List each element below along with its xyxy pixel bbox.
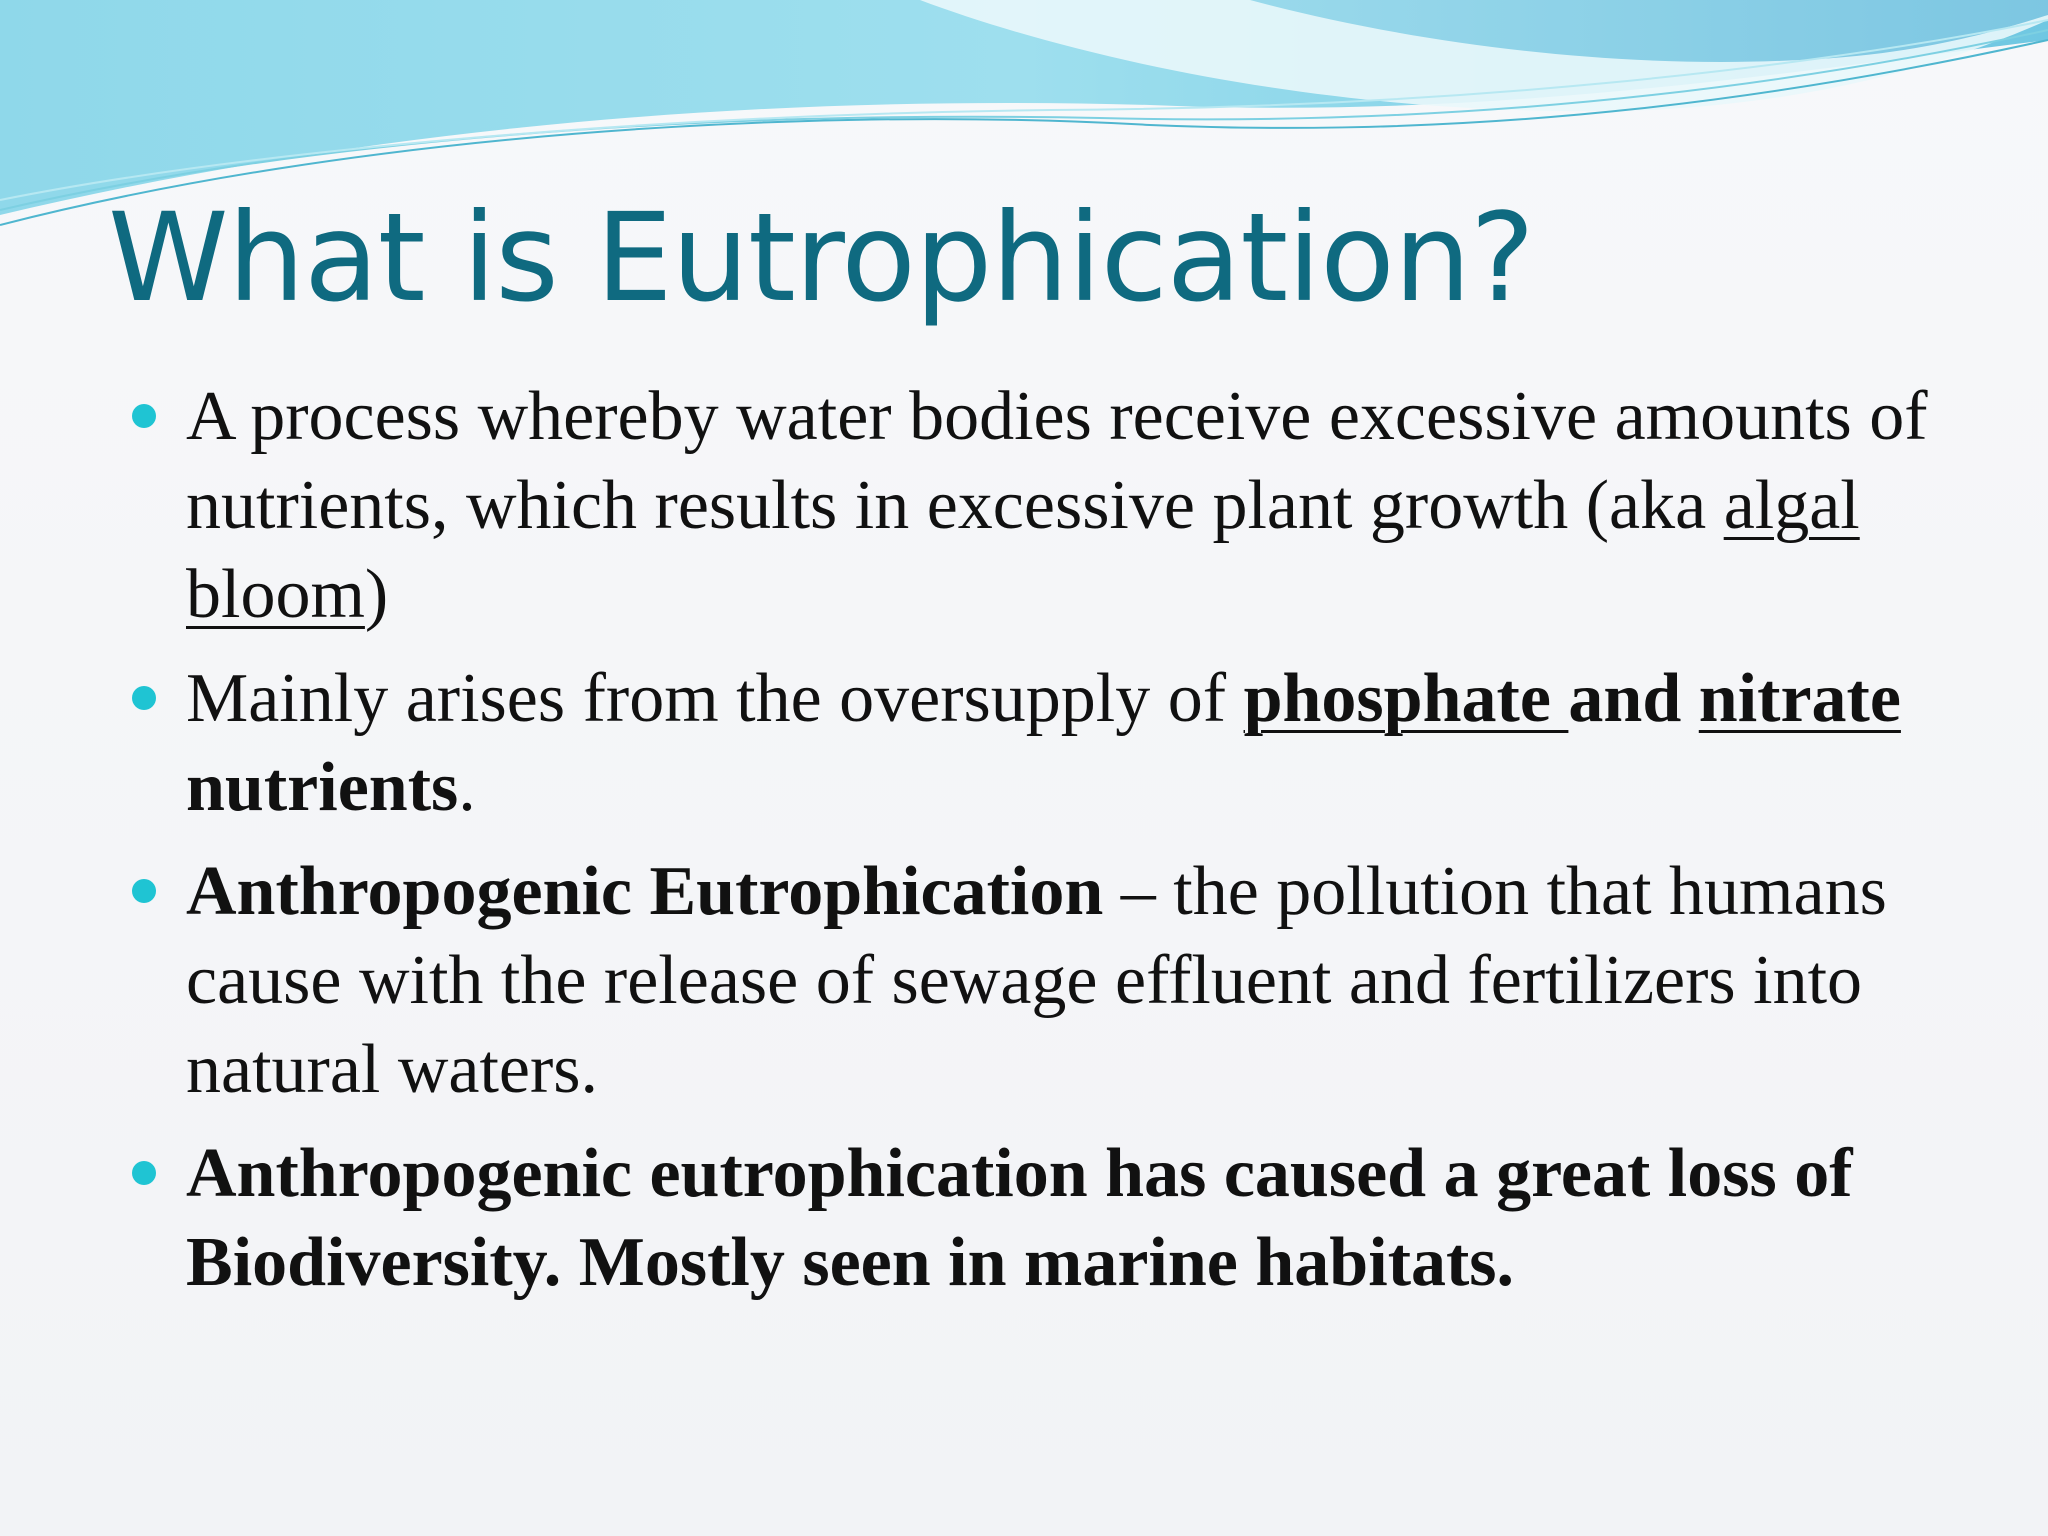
bold-text: nutrients [186,749,459,826]
bold-term-nitrate: nitrate [1698,660,1901,737]
bold-term-anthropogenic-eutrophication: Anthropogenic Eutrophication [186,853,1104,930]
bullet-text: Mainly arises from the oversupply of [186,660,1244,737]
bullet-dot-icon [132,1161,156,1185]
bullet-item-definition [130,372,1930,639]
bullet-dot-icon [132,686,156,710]
bullet-text: ) [364,556,389,633]
bullet-text: . [458,749,476,826]
bullet-dot-icon [132,404,156,428]
underlined-term-algal-bloom: algal bloom [186,467,1860,633]
bold-bullet-text: Anthropogenic eutrophication has caused a great loss of Biodiversity. Mostly seen in marine habitats. [186,1135,1853,1301]
bullet-item-biodiversity [130,1129,1930,1307]
bullet-item-anthropogenic [130,847,1930,1114]
slide-title: What is Eutrophication? [108,187,1534,329]
bullet-list [130,372,1930,1322]
bold-text: and [1568,660,1682,737]
bullet-text: A process whereby water bodies receive excessive amounts of nutrients, which results in excessive plant growth (aka [186,378,1928,544]
bullet-text: – the pollution that humans cause with the release of sewage effluent and fertilizers into natural waters. [186,853,1887,1108]
bullet-dot-icon [132,879,156,903]
bold-term-phosphate: phosphate [1243,660,1569,737]
bullet-item-causes [130,654,1930,832]
